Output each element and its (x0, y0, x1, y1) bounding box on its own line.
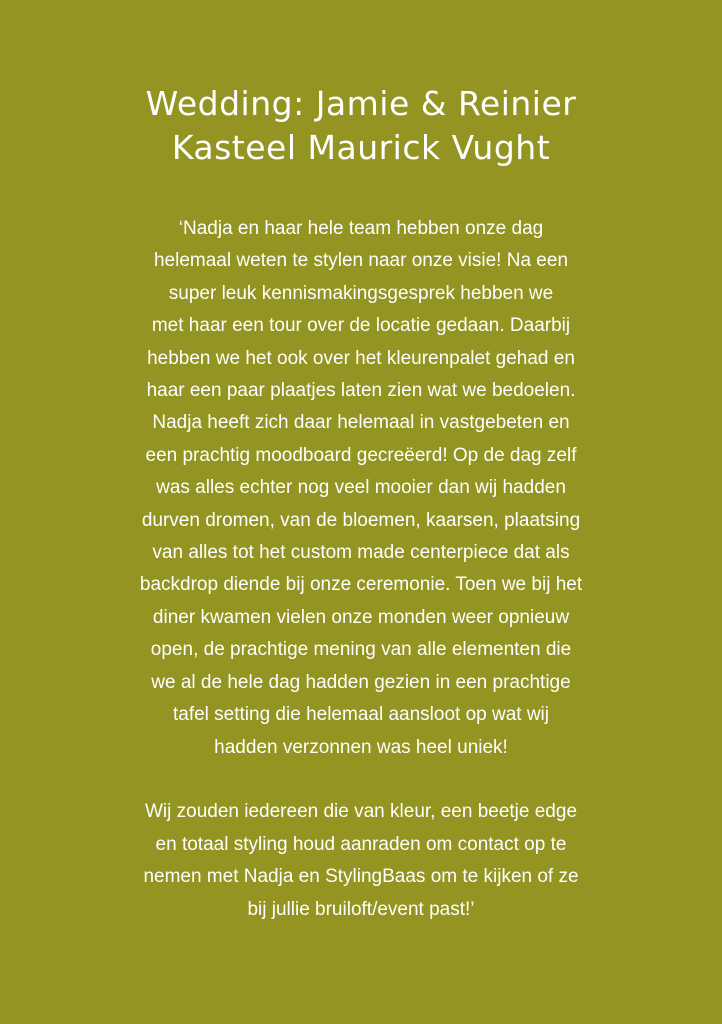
text-line: haar een paar plaatjes laten zien wat we bedoelen. (146, 380, 576, 402)
text-line: backdrop diende bij onze ceremonie. Toen we bij het (139, 574, 583, 596)
text-line: van alles tot het custom made centerpiece dat als (152, 542, 570, 564)
text-line: open, de prachtige mening van alle elementen die (150, 639, 572, 661)
testimonial-quote (41, 213, 681, 926)
text-line: helemaal weten te stylen naar onze visie! Na een (153, 250, 569, 272)
text-line: nemen met Nadja en StylingBaas om te kijken of ze (143, 866, 579, 888)
text-line: durven dromen, van de bloemen, kaarsen, plaatsing (141, 509, 581, 531)
page-title (41, 82, 681, 170)
text-line: ‘Nadja en haar hele team hebben onze dag (178, 218, 544, 239)
paragraph-spacer (41, 764, 681, 796)
text-line: super leuk kennismakingsgesprek hebben we (168, 282, 554, 304)
text-line: met haar een tour over de locatie gedaan. Daarbij (151, 315, 571, 337)
text-line: diner kwamen vielen onze monden weer opnieuw (152, 606, 570, 628)
text-line: tafel setting die helemaal aansloot op wat wij (172, 704, 549, 726)
text-line: Wij zouden iedereen die van kleur, een beetje edge (144, 801, 578, 823)
text-line: een prachtig moodboard gecreëerd! Op de dag zelf (145, 444, 577, 466)
text-line: hadden verzonnen was heel uniek! (214, 736, 508, 758)
testimonial-paragraph-1 (41, 213, 681, 764)
title-line-venue: Kasteel Maurick Vught (171, 128, 551, 167)
text-line: was alles echter nog veel mooier dan wij hadden (156, 477, 566, 499)
text-line: we al de hele dag hadden gezien in een prachtige (151, 671, 571, 693)
text-line: hebben we het ook over het kleurenpalet gehad en (147, 347, 575, 369)
text-line: en totaal styling houd aanraden om contact op te (155, 833, 567, 855)
text-line: bij jullie bruiloft/event past!’ (247, 898, 475, 920)
testimonial-paragraph-2 (41, 796, 681, 926)
title-line-wedding: Wedding: Jamie & Reinier (145, 84, 577, 123)
text-line: Nadja heeft zich daar helemaal in vastgebeten en (152, 412, 570, 434)
